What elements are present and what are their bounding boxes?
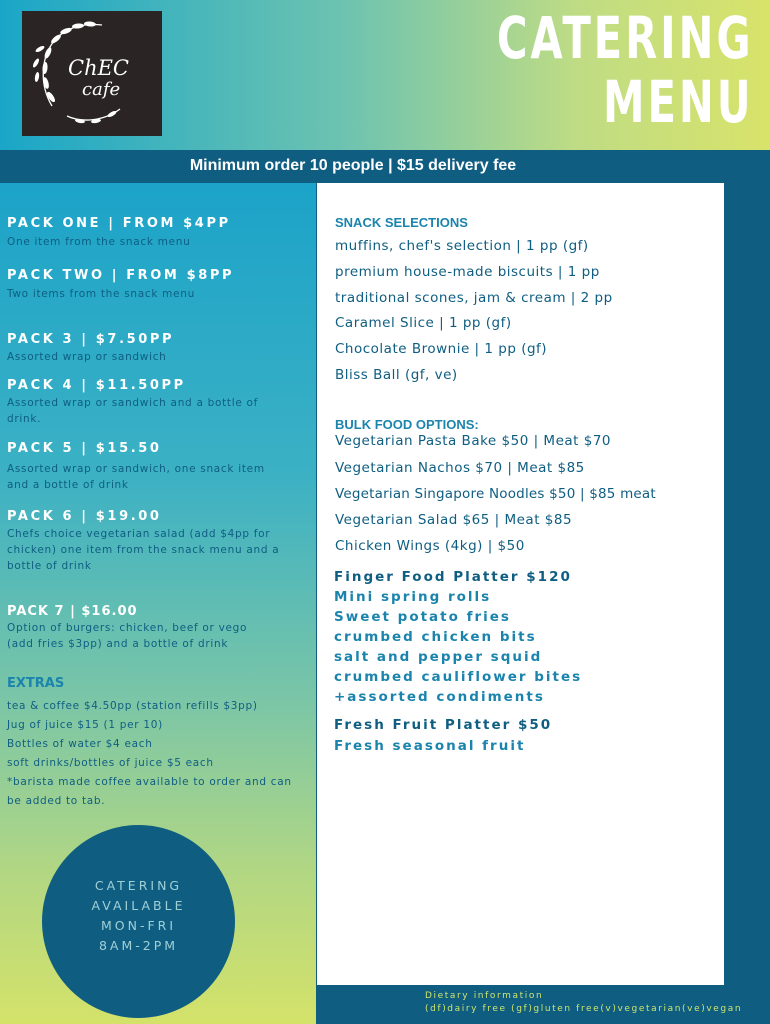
pack-7-title: PACK 7 | $16.00 — [7, 604, 138, 619]
snack-item: Chocolate Brownie | 1 pp (gf) — [335, 341, 548, 357]
finger-food-item: Sweet potato fries — [334, 609, 511, 625]
finger-food-item: crumbed cauliflower bites — [334, 669, 583, 685]
logo-text — [68, 57, 129, 101]
finger-food-item: salt and pepper squid — [334, 649, 543, 665]
title-line-1: CATERING — [497, 4, 754, 72]
bulk-item: Chicken Wings (4kg) | $50 — [335, 538, 525, 554]
bulk-heading: BULK FOOD OPTIONS: — [335, 417, 479, 432]
snacks-heading: SNACK SELECTIONS — [335, 215, 468, 230]
packs-column — [0, 183, 316, 1024]
banner-text: Minimum order 10 people | $15 delivery fee — [189, 157, 517, 174]
pack-1-title: PACK ONE | FROM $4PP — [7, 216, 231, 231]
finger-food-item: Mini spring rolls — [334, 589, 492, 605]
finger-food-item: crumbed chicken bits — [334, 629, 537, 645]
pack-4-desc: Assorted wrap or sandwich and a bottle of drink. — [7, 397, 259, 425]
bulk-item: Vegetarian Salad $65 | Meat $85 — [335, 512, 573, 528]
fruit-title: Fresh Fruit Platter $50 — [334, 717, 553, 733]
pack-6-desc: Chefs choice vegetarian salad (add $4pp for chicken) one item from the snack menu and a bottle of drink — [7, 528, 280, 572]
availability-line-2: AVAILABLE — [91, 898, 186, 913]
extras-item: Jug of juice $15 (1 per 10) — [7, 719, 163, 731]
pack-6-title: PACK 6 | $19.00 — [7, 509, 162, 524]
extras-item: soft drinks/bottles of juice $5 each — [7, 757, 214, 769]
pack-4-title: PACK 4 | $11.50PP — [7, 378, 186, 393]
pack-3-desc: Assorted wrap or sandwich — [7, 351, 167, 363]
extras-item: tea & coffee $4.50pp (station refills $3pp) — [7, 700, 258, 712]
extras-list — [7, 697, 307, 811]
page-title — [497, 6, 754, 134]
availability-badge — [42, 825, 235, 1018]
fruit-desc: Fresh seasonal fruit — [334, 738, 526, 754]
snack-item: premium house-made biscuits | 1 pp — [335, 264, 600, 280]
snack-item: Bliss Ball (gf, ve) — [335, 367, 458, 383]
pack-5-title: PACK 5 | $15.50 — [7, 441, 162, 456]
logo-line-1: ChEC — [68, 56, 129, 80]
finger-food-item: +assorted condiments — [334, 689, 545, 705]
pack-1-desc: One item from the snack menu — [7, 236, 191, 248]
pack-5-desc: Assorted wrap or sandwich, one snack item and a bottle of drink — [7, 463, 265, 491]
extras-item: Bottles of water $4 each — [7, 738, 153, 750]
extras-heading: EXTRAS — [7, 676, 65, 691]
bulk-item: Vegetarian Nachos $70 | Meat $85 — [335, 460, 585, 476]
snack-item: Caramel Slice | 1 pp (gf) — [335, 315, 512, 331]
pack-3-title: PACK 3 | $7.50PP — [7, 332, 175, 347]
header — [0, 0, 770, 150]
finger-food-title: Finger Food Platter $120 — [334, 569, 572, 585]
bulk-item: Vegetarian Pasta Bake $50 | Meat $70 — [335, 433, 611, 449]
menu-panel — [317, 183, 724, 985]
pack-7-desc: Option of burgers: chicken, beef or vego (add fries $3pp) and a bottle of drink — [7, 622, 248, 650]
logo — [22, 11, 162, 136]
logo-line-2: cafe — [82, 79, 121, 100]
dietary-legend: (df)dairy free (gf)gluten free(v)vegetarian(ve)vegan — [425, 1004, 743, 1014]
pack-2-desc: Two items from the snack menu — [7, 288, 195, 300]
availability-line-3: MON-FRI — [100, 918, 177, 933]
order-banner — [0, 150, 770, 183]
title-line-2: MENU — [603, 68, 754, 136]
bulk-item: Vegetarian Singapore Noodles $50 | $85 meat — [335, 486, 656, 502]
extras-item: *barista made coffee available to order and can be added to tab. — [7, 776, 292, 807]
snack-item: muffins, chef's selection | 1 pp (gf) — [335, 238, 589, 254]
availability-line-1: CATERING — [94, 878, 183, 893]
dietary-info — [425, 990, 742, 1016]
pack-2-title: PACK TWO | FROM $8PP — [7, 268, 235, 283]
snack-item: traditional scones, jam & cream | 2 pp — [335, 290, 613, 306]
availability-line-4: 8AM-2PM — [98, 938, 179, 953]
dietary-title: Dietary information — [425, 991, 544, 1001]
